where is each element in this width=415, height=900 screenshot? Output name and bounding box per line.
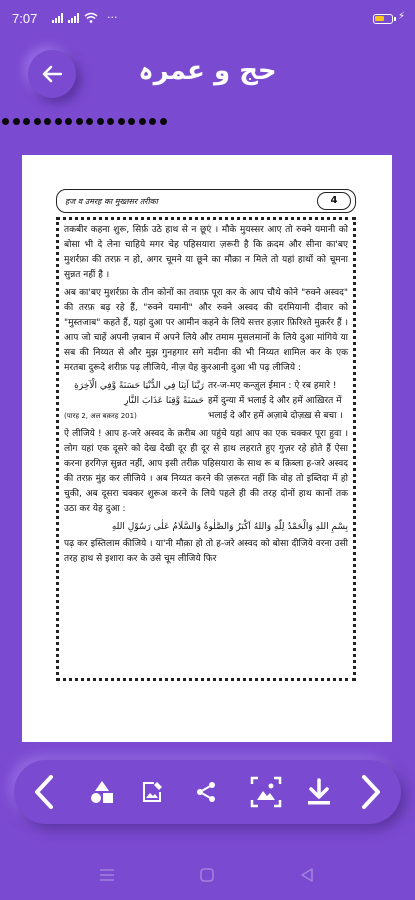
book-page[interactable] (22, 155, 392, 742)
battery-icon (373, 14, 393, 24)
recent-apps-button[interactable] (96, 864, 118, 886)
download-icon (306, 778, 332, 806)
chevron-right-icon (361, 775, 381, 809)
share-icon (194, 780, 218, 804)
system-back-button[interactable] (296, 864, 318, 886)
triangle-back-icon (299, 867, 315, 883)
system-nav-bar (0, 850, 415, 900)
menu-icon (99, 868, 115, 882)
app-header (0, 40, 415, 110)
more-notifications: ··· (107, 11, 118, 24)
next-page-button[interactable] (351, 772, 391, 812)
signal-icon-2 (68, 13, 79, 23)
book-text-frame (56, 217, 356, 681)
paragraph-1: तकबीर कहना शुरू, सिर्फ़ उठे हाथ से न छूएं । मौके मुयस्सर आए तो रुक्ने यमानी को बोसा भी दे लेना चाहिये मगर चेह पहिसयारा ज़रूरी है कि क़दम और सीना का'बए मुशर्रफ़ा की तरफ़ न हो, अगर चूमने या छूने का मौक़ा न मिले तो यहां हाथों को चूमना सुन्नत नहीं है । (64, 225, 348, 280)
status-time: 7:07 (12, 11, 38, 26)
download-button[interactable] (299, 772, 339, 812)
image-edit-icon (140, 780, 164, 804)
arabic-dua-reference: (पारह 2, अल बक़रह 201) (64, 412, 137, 420)
arabic-line-2: بِسْمِ اللهِ وَالْحَمْدُ لِلّٰهِ وَاللهُ اَكْبَرُ وَالصَّلٰوةُ وَالسَّلَامُ عَلٰى رَسُوْلِ اللهِ (111, 522, 348, 532)
book-header-title: हज व उमरह का मुख्तसर तरीका (65, 196, 158, 206)
wallpaper-button[interactable] (246, 772, 286, 812)
image-edit-button[interactable] (132, 772, 172, 812)
book-page-content (56, 189, 356, 709)
book-page-number: 4 (317, 192, 351, 210)
wifi-icon (84, 12, 98, 23)
chevron-left-icon (34, 775, 54, 809)
arabic-dua-text: رَبَّنَا آتِنَا فِي الدُّنْيَا حَسَنَةً وَّفِي الْآخِرَةِ حَسَنَةً وَّقِنَا عَذَابَ النَّارِ (74, 381, 204, 406)
square-icon (199, 867, 215, 883)
arabic-dua (64, 379, 204, 424)
book-page-header (56, 189, 356, 213)
paragraph-2: अब का'बए मुशर्रफ़ा के तीन कोनों का तवाफ़ पूरा कर के आप चौथे कोने "रुक्ने अस्वद" की तरफ़ बढ़ रहे हैं, "रुक्ने यमानी" और रुक्ने अस्वद की दरमियानी दीवार को "मुस्तजाब" कहते हैं, यहां दुआ पर आमीन कहने के लिये सत्तर हज़ार फ़िरिश्ते मुक़र्रर हैं । आप जो चाहें अपनी ज़बान में अपने लिये और तमाम मुसलमानों के लिये दुआ मांगिये या सब की निय्यत से और मुझ गुनहगार सगे मदीना की भी निय्यत शामिल कर के एक मरतबा दुरूदे शरीफ़ पढ़ लीजिये, नीज़ येह कुरआनी दुआ भी पढ़ लीजिये : (64, 288, 348, 373)
dua-section (64, 379, 348, 424)
charging-icon: ⚡ (397, 11, 405, 22)
shapes-button[interactable] (82, 772, 122, 812)
paragraph-4: पढ़ कर इस्तिलाम कीजिये । या'नी मौक़ा हो तो ह-जरे अस्वद को बोसा दीजिये वरना उसी तरह हाथ से इशारा कर के उसे चूम लीजिये फिर (64, 539, 348, 564)
status-bar (0, 0, 415, 40)
status-icons (52, 12, 118, 23)
previous-page-button[interactable] (24, 772, 64, 812)
home-button[interactable] (196, 864, 218, 886)
paragraph-3: ऐ लीजिये ! आप ह-जरे अस्वद के क़रीब आ पहुंचे यहां आप का एक चक्कर पूरा हुवा । लोग यहां एक दूसरे को देख देखी दूर ही दूर से हाथ लहराते हुए गुज़र रहे होते हैं ऐसा करना हरगिज़ सुन्नत नहीं, आप इसी तरीक़ पहिसयारा के साथ रू ब क़िब्ला ह-जरे अस्वद की तरफ़ मुंह कर लीजिये । अब निय्यत करने की ज़रूरत नहीं कि वोह तो इब्तिदा में हो चुकी, अब दूसरा चक्कर शुरूअ करने के लिये पहले ही की तरह दोनों हाथ कानों तक उठा कर येह दुआ : (64, 429, 348, 514)
page-title: حج و عمرہ (138, 56, 277, 86)
shapes-icon (89, 780, 115, 804)
image-frame-icon (250, 776, 282, 808)
page-indicator-dots (2, 118, 167, 125)
signal-icon (52, 13, 63, 23)
share-button[interactable] (186, 772, 226, 812)
bottom-toolbar (14, 760, 401, 824)
dua-translation: तर-ज-मए कन्ज़ुल ईमान : ऐ रब हमारे ! हमें दुन्या में भलाई दे और हमें आख़िरत में भलाई दे और हमें अज़ाबे दोज़ख़ से बचा । (208, 381, 343, 421)
